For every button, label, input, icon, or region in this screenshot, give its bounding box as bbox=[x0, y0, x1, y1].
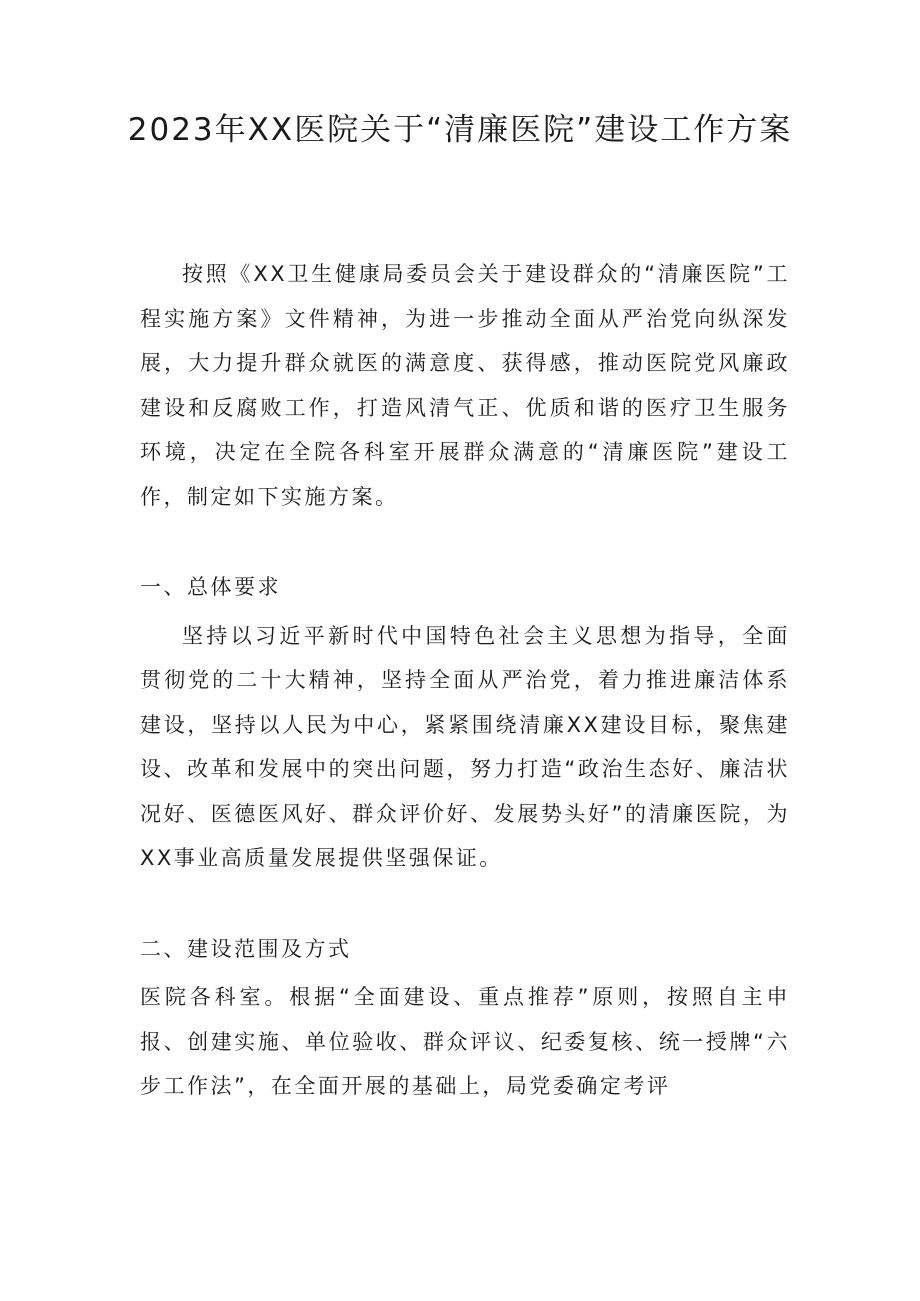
document-body bbox=[140, 252, 790, 1109]
section-heading-general-requirements: 一、总体要求 bbox=[140, 575, 281, 599]
section-body-scope-and-method: 医院各科室。根据“全面建设、重点推荐”原则，按照自主申报、创建实施、单位验收、群众评议、纪委复核、统一授牌“六步工作法”，在全面开展的基础上，局党委确定考评 bbox=[140, 985, 790, 1098]
section-body-general-requirements: 坚持以习近平新时代中国特色社会主义思想为指导，全面贯彻党的二十大精神，坚持全面从严治党，着力推进廉洁体系建设，坚持以人民为中心，紧紧围绕清廉XX建设目标，聚焦建设、改革和发展中的突出问题，努力打造“政治生态好、廉洁状况好、医德医风好、群众评价好、发展势头好”的清廉医院，为XX事业高质量发展提供坚强保证。 bbox=[140, 623, 790, 870]
section-heading-scope-and-method: 二、建设范围及方式 bbox=[140, 936, 352, 961]
document-title: 2023年XX医院关于“清廉医院”建设工作方案 bbox=[127, 112, 793, 148]
intro-paragraph: 按照《XX卫生健康局委员会关于建设群众的“清廉医院”工程实施方案》文件精神，为进一步推动全面从严治党向纵深发展，大力提升群众就医的满意度、获得感，推动医院党风廉政建设和反腐败工作，打造风清气正、优质和谐的医疗卫生服务环境，决定在全院各科室开展群众满意的“清廉医院”建设工作，制定如下实施方案。 bbox=[140, 262, 790, 509]
